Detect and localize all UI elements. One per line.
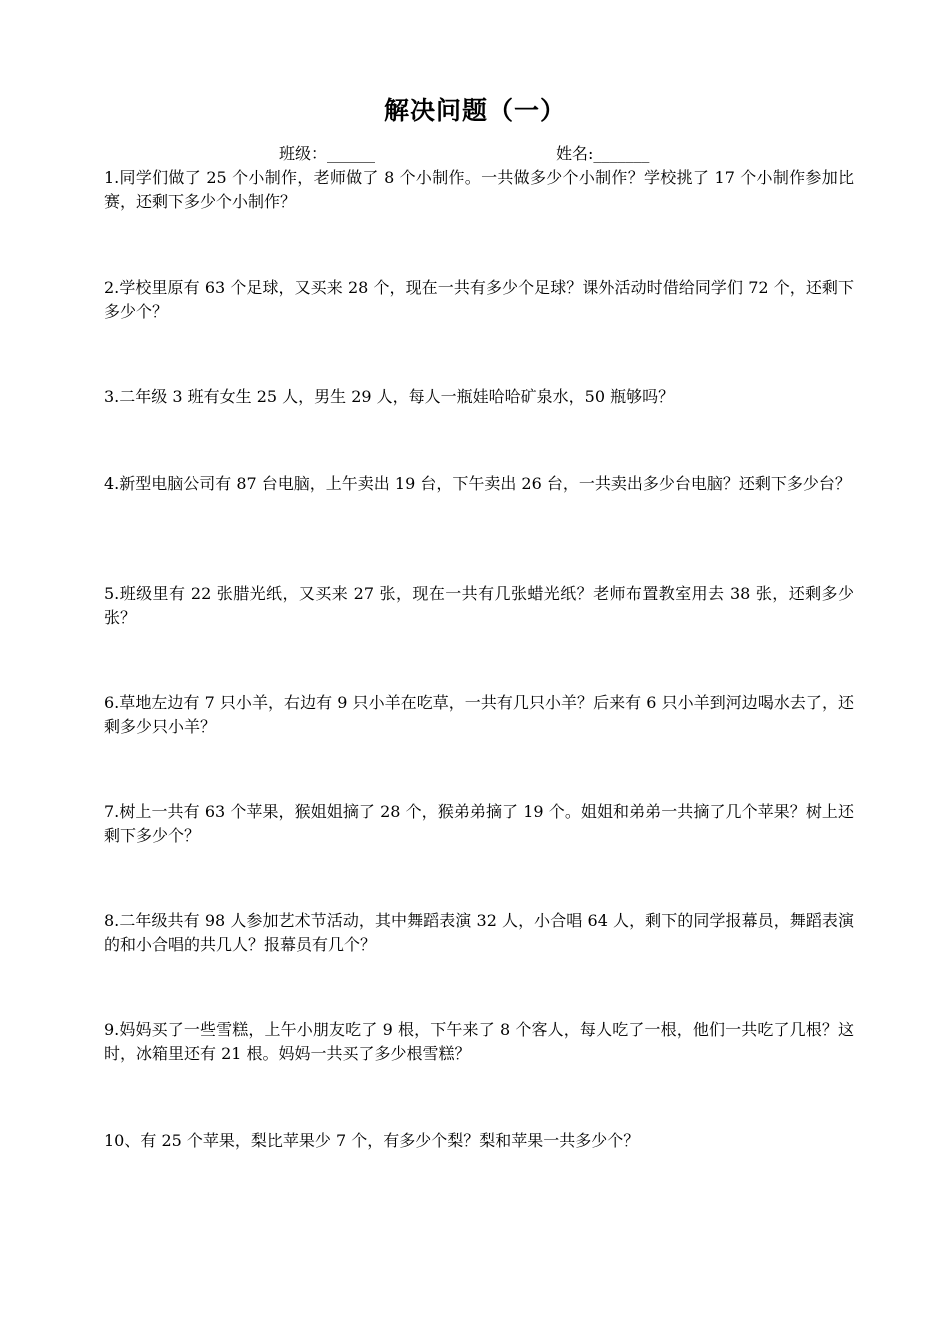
question-2: 2.学校里原有 63 个足球，又买来 28 个，现在一共有多少个足球？课外活动时借给同学们 72 个，还剩下多少个？ [104,278,854,321]
name-field-label: 姓名:_______ [556,144,650,163]
class-field-label: 班级：______ [279,144,376,163]
question-6: 6.草地左边有 7 只小羊，右边有 9 只小羊在吃草，一共有几只小羊？后来有 6 只小羊到河边喝水去了，还剩多少只小羊？ [104,693,854,736]
page-title: 解决问题（一） [383,96,566,125]
question-4: 4.新型电脑公司有 87 台电脑，上午卖出 19 台，下午卖出 26 台，一共卖出多少台电脑？还剩下多少台？ [104,474,851,493]
question-10: 10、有 25 个苹果，梨比苹果少 7 个，有多少个梨？梨和苹果一共多少个？ [104,1131,640,1150]
question-8: 8.二年级共有 98 人参加艺术节活动，其中舞蹈表演 32 人，小合唱 64 人，剩下的同学报幕员，舞蹈表演的和小合唱的共几人？报幕员有几个？ [104,911,854,954]
question-1: 1.同学们做了 25 个小制作，老师做了 8 个小制作。一共做多少个小制作？学校挑了 17 个小制作参加比赛，还剩下多少个小制作？ [104,168,854,211]
question-7: 7.树上一共有 63 个苹果，猴姐姐摘了 28 个，猴弟弟摘了 19 个。姐姐和弟弟一共摘了几个苹果？树上还剩下多少个？ [104,802,854,845]
question-5: 5.班级里有 22 张腊光纸，又买来 27 张，现在一共有几张蜡光纸？老师布置教室用去 38 张，还剩多少张？ [104,584,854,627]
question-3: 3.二年级 3 班有女生 25 人，男生 29 人，每人一瓶娃哈哈矿泉水，50 瓶够吗？ [104,387,675,406]
question-9: 9.妈妈买了一些雪糕，上午小朋友吃了 9 根，下午来了 8 个客人，每人吃了一根，他们一共吃了几根？这时，冰箱里还有 21 根。妈妈一共买了多少根雪糕？ [104,1020,854,1063]
